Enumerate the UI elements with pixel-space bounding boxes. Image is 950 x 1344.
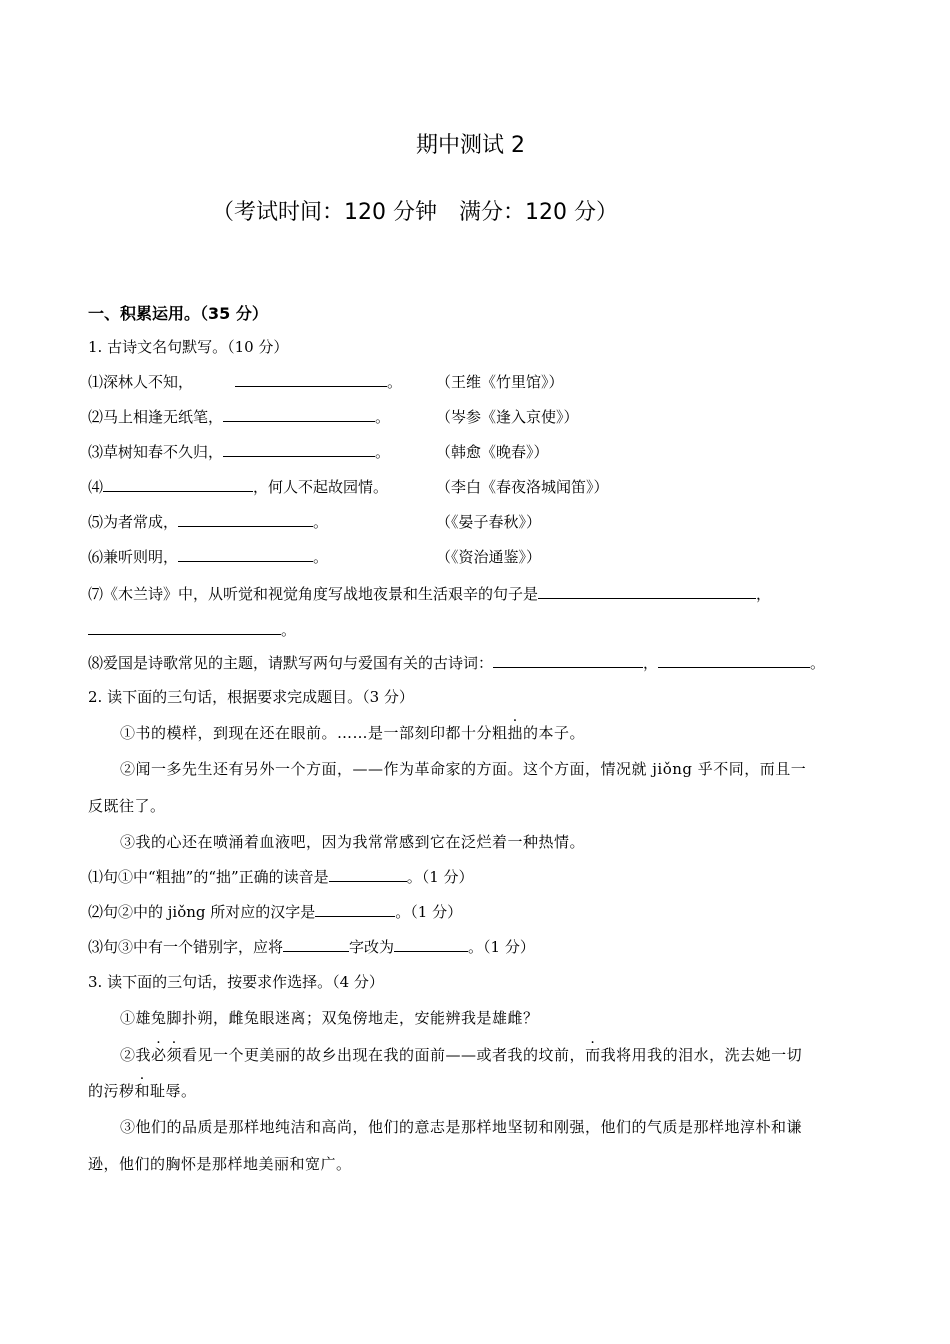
q2-sentence-2: ②闻一多先生还有另外一个方面，——作为革命家的方面。这个方面，情况就 jiǒng 乎不同，而且一: [120, 760, 807, 778]
question-2-stem: 2. 读下面的三句话，根据要求完成题目。（3 分）: [88, 688, 414, 706]
q3-s2-mid: 看见一个更美丽的故乡出现在我的面前——或者我的坟前，: [182, 1046, 586, 1064]
q1-item-7-text: ⑺《木兰诗》中，从听觉和视觉角度写战地夜景和生活艰辛的句子是: [88, 585, 539, 603]
q1-item-7-end: 。: [281, 621, 297, 639]
answer-blank[interactable]: [223, 407, 375, 422]
q1-item-5-suffix: 。: [313, 513, 329, 531]
q3-s2-line2-start: 的污秽: [88, 1082, 135, 1100]
q2-sentence-2-cont: 反既往了。: [88, 797, 166, 815]
answer-blank[interactable]: [315, 902, 395, 917]
dotted-char: 而: [585, 1046, 601, 1064]
answer-blank[interactable]: [178, 512, 313, 527]
q1-item-4: [88, 476, 388, 497]
question-1-stem: 1. 古诗文名句默写。（10 分）: [88, 338, 289, 356]
q1-item-2-source: （岑参《逢入京使》）: [436, 408, 579, 426]
q1-item-4-prefix: ⑷: [88, 478, 104, 496]
q2-sub-1: [88, 866, 474, 887]
q1-item-7-line2: [88, 619, 296, 640]
section-heading: 一、积累运用。（35 分）: [88, 304, 268, 323]
q1-item-4-suffix: ，何人不起故园情。: [253, 478, 389, 496]
q1-item-8: [88, 652, 825, 673]
q1-item-7: [88, 583, 771, 604]
q2-sub-2: [88, 901, 462, 922]
answer-blank[interactable]: [235, 372, 387, 387]
q1-item-5-source: （《晏子春秋》）: [436, 513, 542, 531]
answer-blank[interactable]: [394, 937, 468, 952]
answer-blank[interactable]: [658, 653, 810, 668]
q2-s1-end: 的本子。: [523, 724, 586, 742]
q2-sub-2-end: 。（1 分）: [395, 903, 463, 921]
q2-sub-3-text: ⑶句③中有一个错别字，应将: [88, 938, 284, 956]
question-3-stem: 3. 读下面的三句话，按要求作选择。（4 分）: [88, 973, 384, 991]
answer-blank[interactable]: [88, 620, 281, 635]
q1-item-8-text: ⑻爱国是诗歌常见的主题，请默写两句与爱国有关的古诗词：: [88, 654, 494, 672]
dotted-char: 和: [134, 1082, 151, 1100]
q1-item-8-end: 。: [810, 654, 826, 672]
answer-blank[interactable]: [223, 442, 375, 457]
q1-item-5: [88, 511, 328, 532]
q1-item-6-suffix: 。: [313, 548, 329, 566]
q2-sub-1-text: ⑴句①中“粗拙”的“拙”正确的读音是: [88, 868, 329, 886]
q1-item-6-source: （《资治通鉴》）: [436, 548, 542, 566]
q3-sentence-2: [120, 1044, 802, 1065]
q2-sub-3-mid: 字改为: [349, 938, 395, 956]
q3-sentence-2-cont: [88, 1080, 197, 1101]
q3-s2-line2-end: 耻辱。: [150, 1082, 197, 1100]
page-title: 期中测试 2: [416, 133, 525, 158]
q1-item-3-prefix: ⑶草树知春不久归，: [88, 443, 224, 461]
q3-s2-start: ②我: [120, 1046, 152, 1064]
q2-sub-1-end: 。（1 分）: [406, 868, 474, 886]
q3-sentence-3: ③他们的品质是那样地纯洁和高尚，他们的意志是那样地坚韧和刚强，他们的气质是那样地淳朴和谦: [120, 1118, 803, 1136]
q2-s1-text: ①书的模样，到现在还在眼前。……是一部刻印都十分粗: [120, 724, 508, 742]
exam-info: （考试时间：120 分钟 满分：120 分）: [212, 200, 618, 225]
q2-sub-2-text: ⑵句②中的 jiǒng 所对应的汉字是: [88, 903, 316, 921]
q1-item-1-suffix: 。: [387, 373, 403, 391]
q3-sentence-1: ①雄兔脚扑朔，雌兔眼迷离；双兔傍地走，安能辨我是雄雌？: [120, 1009, 539, 1027]
dotted-char: 拙: [507, 724, 524, 742]
q1-item-4-source: （李白《春夜洛城闻笛》）: [436, 478, 609, 496]
q3-s2-end: 我将用我的泪水，洗去她一切: [600, 1046, 803, 1064]
q1-item-1: [88, 371, 402, 392]
q2-sub-3-end: 。（1 分）: [468, 938, 535, 956]
q1-item-3-suffix: 。: [375, 443, 391, 461]
q1-item-5-prefix: ⑸为者常成，: [88, 513, 179, 531]
q1-item-3: [88, 441, 390, 462]
answer-blank[interactable]: [329, 867, 407, 882]
q1-item-2: [88, 406, 390, 427]
q1-item-1-prefix: ⑴深林人不知，: [88, 373, 194, 391]
q2-sentence-3: ③我的心还在喷涌着血液吧，因为我常常感到它在泛烂着一种热情。: [120, 833, 586, 851]
q1-item-1-source: （王维《竹里馆》）: [436, 373, 564, 391]
answer-blank[interactable]: [493, 653, 643, 668]
q1-item-2-prefix: ⑵马上相逢无纸笔，: [88, 408, 224, 426]
answer-blank[interactable]: [538, 584, 756, 599]
q1-item-6: [88, 546, 328, 567]
answer-blank[interactable]: [283, 937, 349, 952]
dotted-char: 须: [166, 1046, 183, 1064]
q1-item-3-source: （韩愈《晚春》）: [436, 443, 549, 461]
q1-item-6-prefix: ⑹兼听则明，: [88, 548, 179, 566]
q2-sub-3: [88, 936, 535, 957]
q2-sentence-1: [120, 722, 585, 743]
q1-item-7-comma: ，: [756, 585, 772, 603]
q1-item-2-suffix: 。: [375, 408, 391, 426]
q1-item-8-comma: ，: [643, 654, 659, 672]
answer-blank[interactable]: [178, 547, 313, 562]
answer-blank[interactable]: [103, 477, 253, 492]
q3-sentence-3-cont: 逊，他们的胸怀是那样地美丽和宽广。: [88, 1155, 352, 1173]
dotted-char: 必: [151, 1046, 167, 1064]
